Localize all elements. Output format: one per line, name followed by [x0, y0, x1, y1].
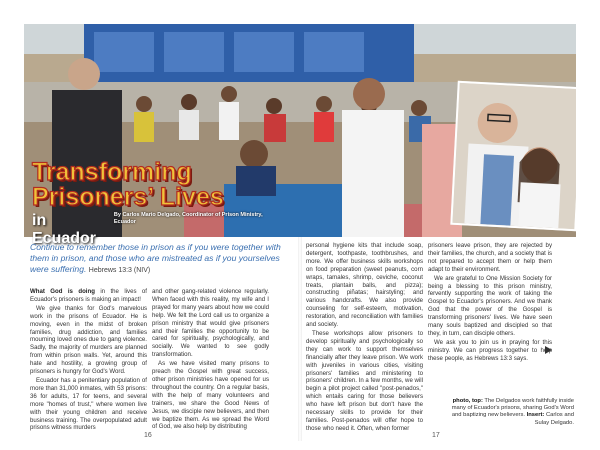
col3-paragraph-2: These workshops allow prisoners to develop spiritually and psychologically so they can work to support themselves financially after they leave prison. We work with juveniles in various cities, visiting prisoners' families and ministering to prisoners' children. In a few months, we will begin a pilot project called "post-penados," which entails caring for those believers who have left prison but don't have the necessary skills to provide for their families. Post-penados will offer hope to those who need it. Often, when former — [306, 329, 423, 432]
page-number-right: 17 — [432, 432, 440, 439]
photo-caption — [446, 398, 574, 427]
page-gutter — [298, 236, 302, 441]
page-number-left: 16 — [144, 432, 152, 439]
article-title-block — [32, 160, 272, 248]
byline: By Carlos Mario Delgado, Coordinator of Prison Ministry, Ecuador — [113, 212, 263, 225]
body-column-4 — [428, 242, 552, 364]
title-line-2: Prisoners’ Lives — [32, 183, 224, 211]
col3-paragraph-1: personal hygiene kits that include soap, detergent, toothpaste, toothbrushes, and more. We offer business skills workshops on food preparation (sweet peanuts, corn wraps, tamales, shrimp, ceviche, coconut treats, plantain balls, and pizza); constructing piñatas; hairstyling; and various handcrafts. We also provide counseling for self-esteem, motivation, restoration, and reconciliation with families and society. — [306, 242, 423, 329]
caption-text: The Delgados work faithfully inside many of Ecuador's prisons, sharing God's Word and baptizing new believers. — [451, 398, 574, 419]
col1-paragraph-3: Ecuador has a penitentiary population of more than 31,000 inmates, with 53 prisons: 36 for adults, 17 for teens, and several more "homes of trust," where women live with their young children and receive business training. The overpopulated adult prisons witness murders — [30, 376, 147, 432]
col2-paragraph-1: and other gang-related violence regularly. When faced with this reality, my wife and I prayed for many years about how we could help. We felt the Lord call us to organize a prison ministry that would give prisoners and their families the opportunity to be cared for spiritually, psychologically, and socially. We wanted to see godly transformation. — [152, 288, 269, 359]
lead-in: What God is doing — [30, 288, 95, 295]
col1-p1-text: in the lives of Ecuador's prisoners is making an impact! — [30, 288, 147, 303]
article-title — [32, 160, 272, 210]
col4-paragraph-2: We are grateful to One Mission Society for being a blessing to this prison ministry, fervently supporting the work of taking the Gospel to Ecuador's prisoners. And we thank God that the power of the Gospel is transforming prisoners' lives. We have seen many souls baptized and discipled so that they, in turn, can disciple others. — [428, 274, 552, 337]
end-arrow-icon — [545, 346, 552, 354]
intro-quote-reference: Hebrews 13:3 (NIV) — [88, 267, 151, 274]
col1-paragraph-1 — [30, 288, 147, 304]
col4-paragraph-3: We ask you to join us in praying for this ministry. We can progress together to help these people, as Hebrews 13:3 says. — [428, 338, 552, 362]
title-line-1: Transforming — [32, 158, 192, 186]
col2-paragraph-2: As we have visited many prisons to preach the Gospel with great success, other prison ministries have opened for us throughout the country. On a regular basis, with the help of many volunteers and trainers, we share the Good News of Jesus, we disciple new believers, and then we baptize them. As we spread the Word of God, we also help by distributing — [152, 360, 269, 431]
title-line-3: in Ecuador — [32, 212, 97, 247]
caption-label: photo, top: — [452, 398, 483, 404]
body-column-2 — [152, 288, 269, 432]
intro-quote — [30, 242, 298, 276]
intro-quote-text: Continue to remember those in prison as if you were together with them in prison, and those who are mistreated as if you yourselves were suffering. — [30, 242, 281, 274]
body-column-3 — [306, 242, 423, 434]
body-column-1 — [30, 288, 147, 433]
caption-inset-label: Insert: — [526, 412, 545, 419]
inset-photo — [450, 81, 576, 231]
inset-portrait — [452, 83, 576, 229]
caption-inset-text: Carlos and Sulay Delgado. — [534, 412, 574, 426]
col1-paragraph-2: We give thanks for God's marvelous work in the prisons of Ecuador. He is moving, even in the midst of broken families, drug addiction, and families mourning loved ones due to gang violence. Sadly, the majority of murders are planned from within prison walls. Yet, around this hate and hostility, a growing group of prisoners is hungry for God's Word. — [30, 304, 147, 376]
col4-paragraph-1: prisoners leave prison, they are rejected by their families, the church, and a society that is not prepared to accept them or help them adapt to their environment. — [428, 242, 552, 273]
